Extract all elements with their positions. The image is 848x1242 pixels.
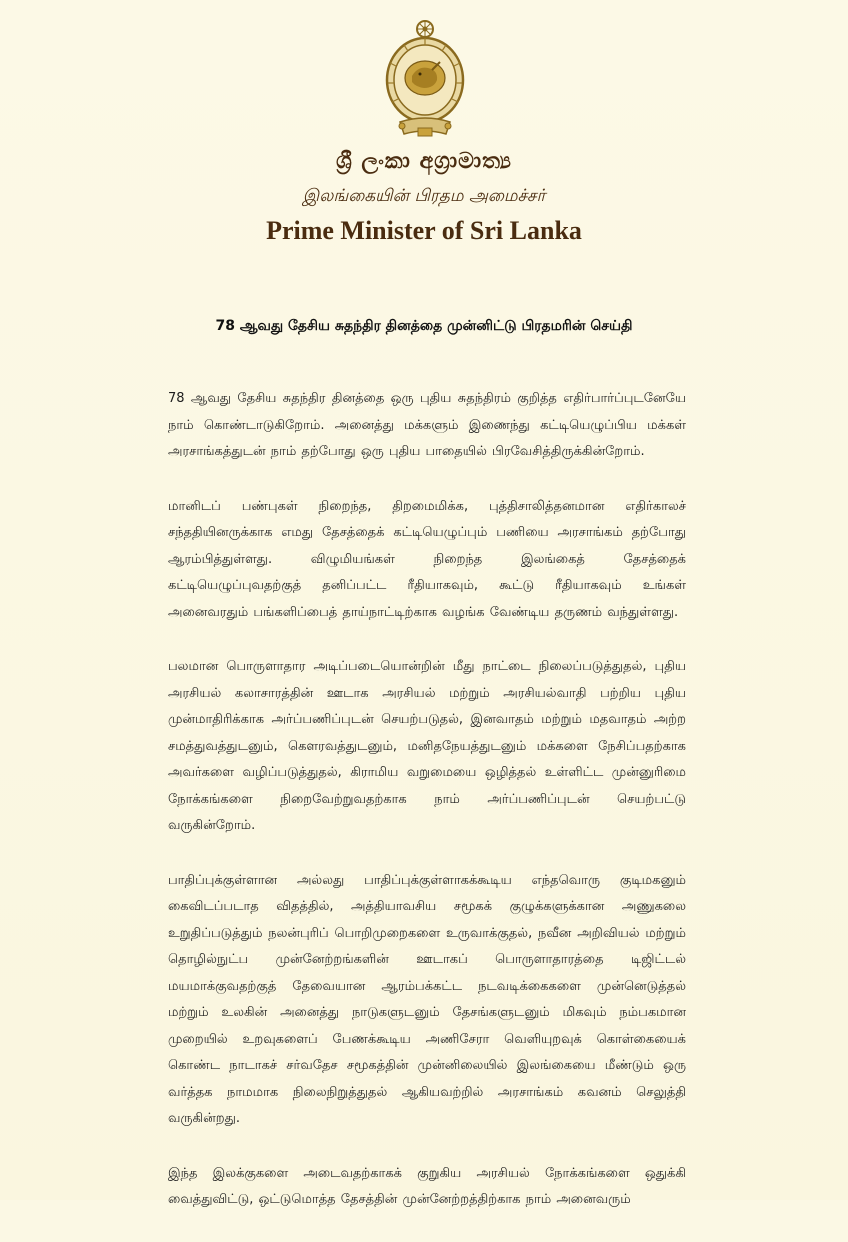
paragraph: பாதிப்புக்குள்ளான அல்லது பாதிப்புக்குள்ளாகக்கூடிய எந்தவொரு குடிமகனும் கைவிடப்படாத விதத்தில், அத்தியாவசிய சமூகக் குழுக்களுக்கான அணுகலை உறுதிப்படுத்தும் நலன்புரிப் பொறிமுறைகளை உருவாக்குதல், நவீன அறிவியல் மற்றும் தொழில்நுட்ப முன்னேற்றங்களின் ஊடாகப் பொருளாதாரத்தை டிஜிட்டல் மயமாக்குவதற்குத் தேவையான ஆரம்பக்கட்ட நடவடிக்கைகளை முன்னெடுத்தல் மற்றும் உலகின் அனைத்து நாடுகளுடனும் தேசங்களுடனும் மிகவும் நம்பகமான முறையில் உறவுகளைப் பேணக்கூடிய அணிசேரா வெளியுறவுக் கொள்கையைக் கொண்ட நாடாகச் சர்வதேச சமூகத்தின் முன்னிலையில் இலங்கையை மீண்டும் ஒரு வர்த்தக நாமமாக நிலைநிறுத்துதல் ஆகியவற்றில் அரசாங்கம் கவனம் செலுத்தி வருகின்றது. [168, 872, 686, 1126]
paragraph: பலமான பொருளாதார அடிப்படையொன்றின் மீது நாட்டை நிலைப்படுத்துதல், புதிய அரசியல் கலாசாரத்தின் ஊடாக அரசியல் மற்றும் அரசியல்வாதி பற்றிய புதிய முன்மாதிரிக்காக அர்ப்பணிப்புடன் செயற்படுதல், இனவாதம் மற்றும் மதவாதம் அற்ற சமத்துவத்துடனும், கௌரவத்துடனும், மனிதநேயத்துடனும் மக்களை நேசிப்பதற்காக அவர்களை வழிப்படுத்துதல், கிராமிய வறுமையை ஒழித்தல் உள்ளிட்ட முன்னுரிமை நோக்கங்களை நிறைவேற்றுவதற்காக நாம் அர்ப்பணிப்புடன் செயற்பட்டு வருகின்றோம். [168, 659, 686, 833]
letterhead-english: Prime Minister of Sri Lanka [266, 216, 582, 245]
paragraph: மானிடப் பண்புகள் நிறைந்த, திறமைமிக்க, புத்திசாலித்தனமான எதிர்காலச் சந்ததியினருக்காக எமது தேசத்தைக் கட்டியெழுப்பும் பணியை அரசாங்கம் தற்போது ஆரம்பித்துள்ளது. விழுமியங்கள் நிறைந்த இலங்கைத் தேசத்தைக் கட்டியெழுப்புவதற்குத் தனிப்பட்ட ரீதியாகவும், கூட்டு ரீதியாகவும் உங்கள் அனைவரதும் பங்களிப்பைத் தாய்நாட்டிற்காக வழங்க வேண்டிய தருணம் வந்துள்ளது. [168, 498, 686, 620]
paragraph: 78 ஆவது தேசிய சுதந்திர தினத்தை ஒரு புதிய சுதந்திரம் குறித்த எதிர்பார்ப்புடனேயே நாம் கொண்டாடுகிறோம். அனைத்து மக்களும் இணைந்து கட்டியெழுப்பிய மக்கள் அரசாங்கத்துடன் நாம் தற்போது ஒரு புதிய பாதையில் பிரவேசித்திருக்கின்றோம். [168, 391, 686, 459]
paragraph: இந்த இலக்குகளை அடைவதற்காகக் குறுகிய அரசியல் நோக்கங்களை ஒதுக்கி வைத்துவிட்டு, ஒட்டுமொத்த தேசத்தின் முன்னேற்றத்திற்காக நாம் அனைவரும் [168, 1165, 686, 1207]
letterhead-sinhala: ශ්‍රී ලංකා අග්‍රාමාත්‍ය [336, 148, 512, 174]
document-title: 78 ஆவது தேசிய சுதந்திர தினத்தை முன்னிட்டு பிரதமரின் செய்தி [215, 318, 633, 334]
letterhead-tamil: இலங்கையின் பிரதம அமைச்சர் [302, 186, 546, 206]
document-body [168, 386, 686, 1242]
national-emblem-icon [382, 18, 468, 140]
